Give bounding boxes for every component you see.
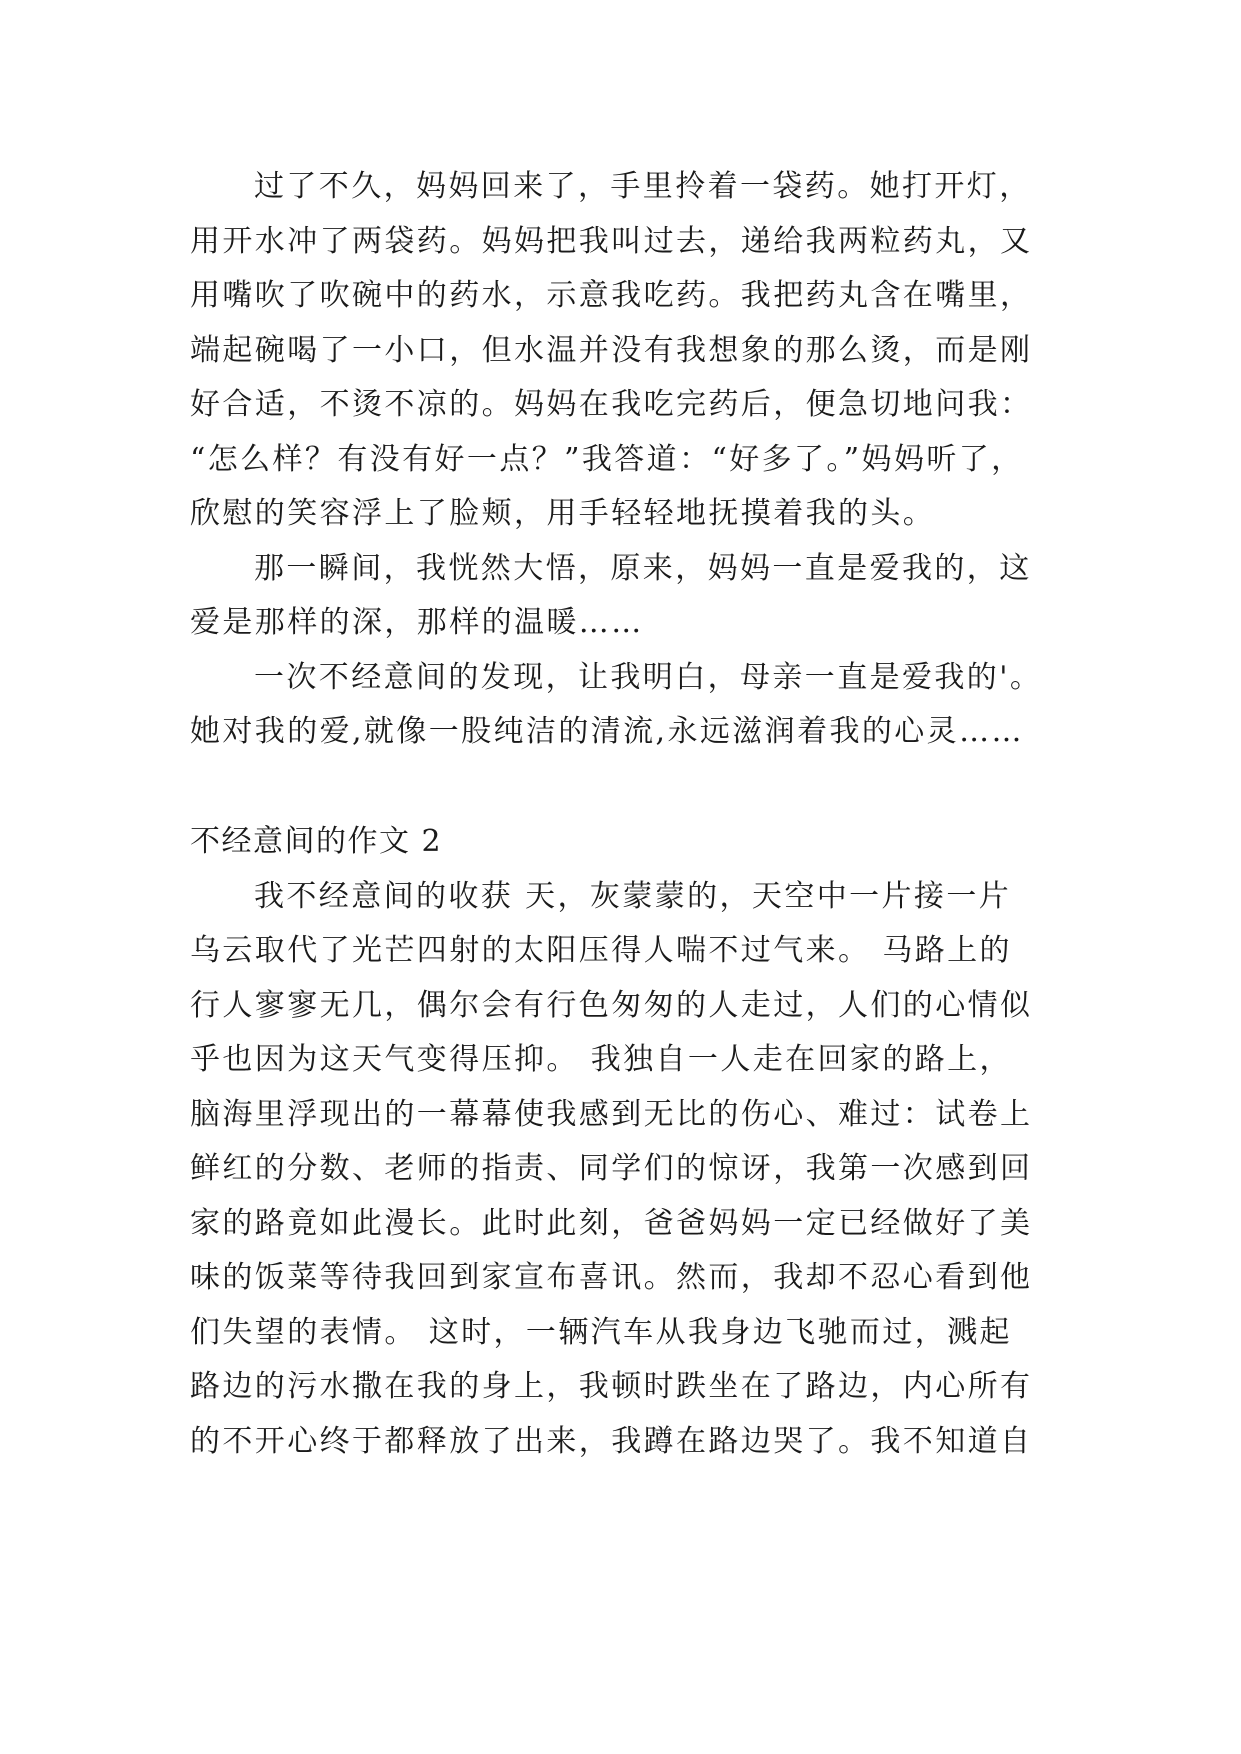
text-line: 用嘴吹了吹碗中的药水，示意我吃药。我把药丸含在嘴里，	[190, 278, 1033, 313]
essay-heading: 不经意间的作文 2	[190, 823, 443, 859]
text-line: 路边的污水撒在我的身上，我顿时跌坐在了路边，内心所有	[190, 1369, 1033, 1404]
text-line: 爱是那样的深，那样的温暖……	[190, 605, 644, 640]
text-line: 端起碗喝了一小口，但水温并没有我想象的那么烫，而是刚	[190, 332, 1033, 368]
text-line: 好合适，不烫不凉的。妈妈在我吃完药后，便急切地问我：	[190, 387, 1033, 422]
text-line: 行人寥寥无几，偶尔会有行色匆匆的人走过，人们的心情似	[190, 987, 1033, 1023]
text-line: 的不开心终于都释放了出来，我蹲在路边哭了。我不知道自	[190, 1423, 1033, 1459]
text-line: 过了不久，妈妈回来了，手里拎着一袋药。她打开灯，	[254, 169, 1032, 204]
document-page	[190, 160, 1060, 1469]
text-line: 味的饭菜等待我回到家宣布喜讯。然而，我却不忍心看到他	[190, 1260, 1033, 1295]
text-line: 们失望的表情。 这时，一辆汽车从我身边飞驰而过，溅起	[190, 1314, 1012, 1350]
text-line: 欣慰的笑容浮上了脸颊，用手轻轻地抚摸着我的头。	[190, 496, 936, 531]
text-line: 她对我的爱,就像一股纯洁的清流,永远滋润着我的心灵……	[190, 714, 1024, 749]
text-line: 家的路竟如此漫长。此时此刻，爸爸妈妈一定已经做好了美	[190, 1205, 1033, 1241]
paragraph-medicine	[190, 160, 1060, 542]
text-line: 乎也因为这天气变得压抑。 我独自一人走在回家的路上，	[190, 1042, 1012, 1077]
text-line: 用开水冲了两袋药。妈妈把我叫过去，递给我两粒药丸，又	[190, 223, 1033, 259]
paragraph-conclusion	[190, 651, 1060, 760]
text-line: 一次不经意间的发现，让我明白，母亲一直是爱我的'。	[254, 659, 1043, 695]
paragraph-essay-2	[190, 870, 1060, 1470]
text-line: 乌云取代了光芒四射的太阳压得人喘不过气来。 马路上的	[190, 933, 1012, 968]
paragraph-realization	[190, 542, 1060, 651]
text-line: 脑海里浮现出的一幕幕使我感到无比的伤心、难过：试卷上	[190, 1096, 1033, 1132]
text-line: 鲜红的分数、老师的指责、同学们的惊讶，我第一次感到回	[190, 1151, 1033, 1186]
text-line: “怎么样？有没有好一点？”我答道：“好多了。”妈妈听了，	[190, 441, 1024, 477]
text-line: 我不经意间的收获 天，灰蒙蒙的，天空中一片接一片	[254, 878, 1012, 914]
text-line: 那一瞬间，我恍然大悟，原来，妈妈一直是爱我的，这	[254, 550, 1032, 586]
